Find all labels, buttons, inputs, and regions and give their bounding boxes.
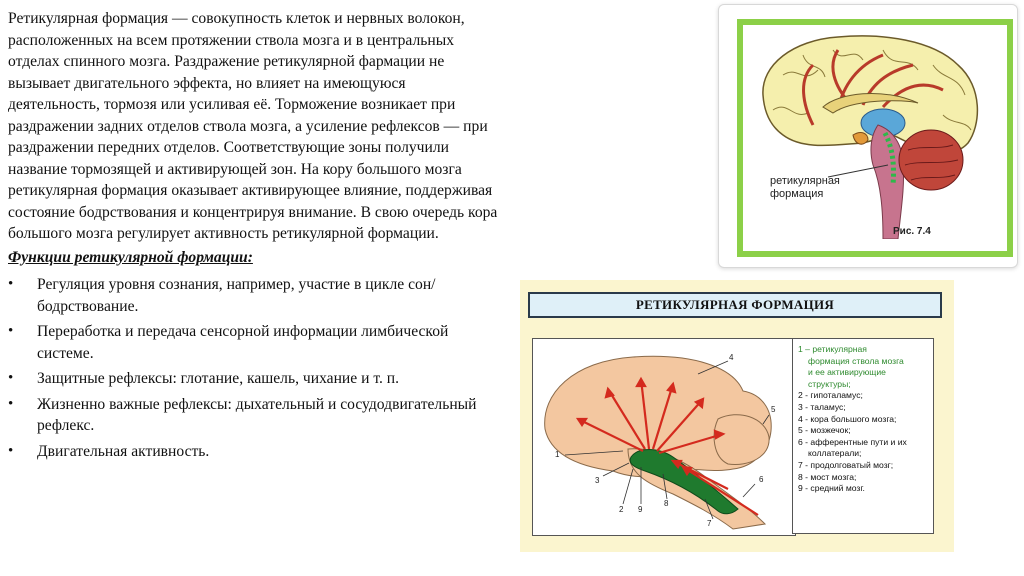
functions-heading: Функции ретикулярной формации:: [8, 248, 253, 266]
figure-2-diagram: [532, 338, 796, 536]
figure-2-panel: [520, 280, 954, 552]
legend-item: 2 - гипоталамус;: [798, 390, 863, 401]
figure-caption: Рис. 7.4: [893, 226, 931, 237]
cerebellum-shape: [899, 130, 963, 190]
legend-item: 3 - таламус;: [798, 401, 846, 412]
legend-item: 9 - средний мозг.: [798, 483, 865, 494]
legend-item: коллатерали;: [808, 448, 862, 459]
brainstem-shape: [871, 125, 904, 239]
list-item: • Двигательная активность.: [8, 441, 500, 463]
diagram-label-2: 2: [619, 505, 624, 514]
diagram-label-1: 1: [555, 450, 560, 459]
legend-item: 7 - продолговатый мозг;: [798, 459, 894, 470]
diagram-label-7: 7: [707, 519, 712, 528]
diagram-label-4: 4: [729, 353, 734, 362]
list-item: • Регуляция уровня сознания, например, участие в цикле сон/бодрствование.: [8, 274, 500, 317]
figure-2-legend: [792, 338, 934, 534]
legend-item: 4 - кора большого мозга;: [798, 413, 897, 424]
brain-sagittal-illustration: [743, 25, 995, 239]
diagram-label-6: 6: [759, 475, 764, 484]
legend-item-1: 1 – ретикулярная формация ствола мозга и ее активирующие структуры;: [798, 344, 904, 389]
diagram-label-8: 8: [664, 499, 669, 508]
legend-item: 6 - афферентные пути и их: [798, 436, 907, 447]
diagram-label-9: 9: [638, 505, 643, 514]
diagram-label-3: 3: [595, 476, 600, 485]
intro-paragraph: Ретикулярная формация — совокупность клеток и нервных волокон, расположенных на всем протяжении ствола мозга и в центральных отделах спинного мозга. Раздражение ретикулярной фармации не вызывает двигательного эффекта, но влияет на имеющуюся деятельность, тормозя или усиливая её. Торможение возникает при раздражении задних отделов ствола мозга, а усиление рефлексов — при раздражении передних отделов. Соответствующие зоны получили название тормозящей и активирующей зон. На кору большого мозга ретикулярная формация оказывает активирующее влияние, поддерживая состояние бодрствования и концентрируя внимание. В свою очередь кора большого мозга регулирует активность ретикулярной формации.: [8, 10, 498, 242]
figure-2-title: РЕТИКУЛЯРНАЯ ФОРМАЦИЯ: [528, 292, 942, 318]
figure-1-frame: [737, 19, 1013, 257]
list-item: • Переработка и передача сенсорной информации лимбической системе.: [8, 321, 500, 364]
diagram-label-5: 5: [771, 405, 776, 414]
figure-1-card: [718, 4, 1018, 268]
list-item: • Жизненно важные рефлексы: дыхательный и сосудодвигательный рефлекс.: [8, 394, 500, 437]
list-item: • Защитные рефлексы: глотание, кашель, чихание и т. п.: [8, 368, 500, 390]
functions-list: [8, 274, 500, 462]
legend-item: 5 - мозжечок;: [798, 425, 851, 436]
legend-item: 8 - мост мозга;: [798, 471, 857, 482]
reticular-formation-label: ретикулярная формация: [770, 175, 840, 200]
article-text: [8, 8, 500, 466]
